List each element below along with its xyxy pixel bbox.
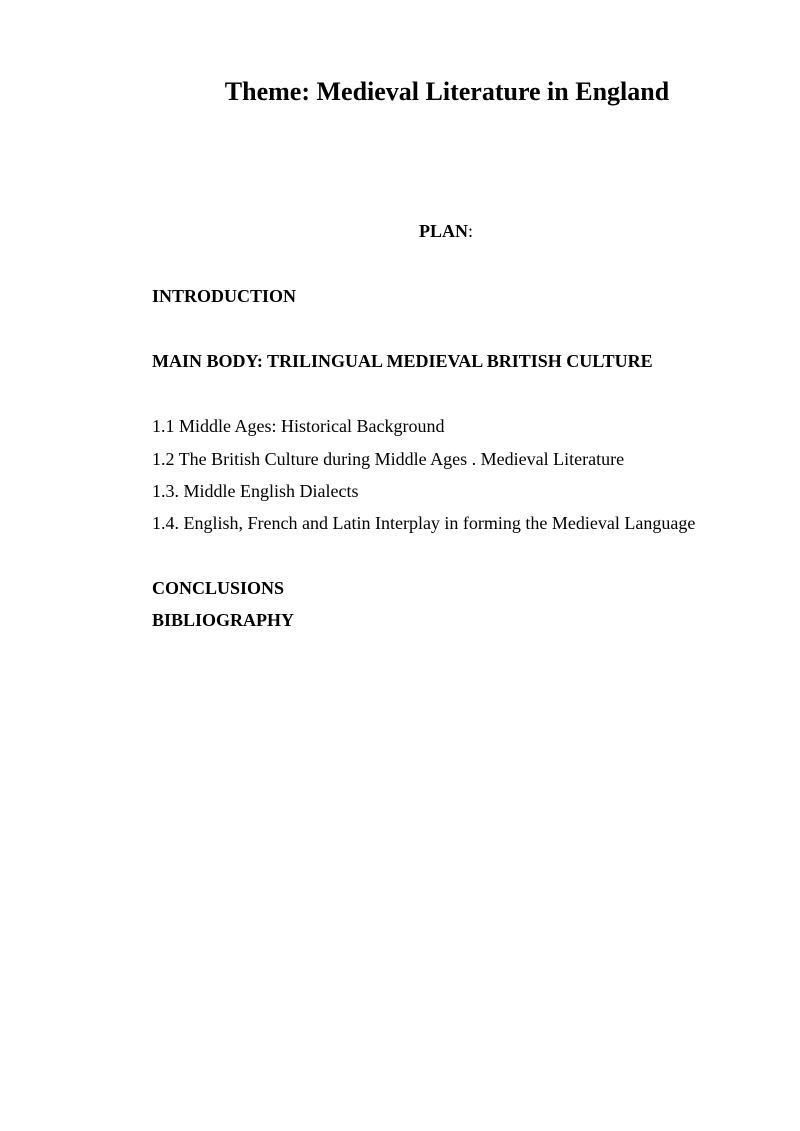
conclusions-heading: CONCLUSIONS [152,578,285,598]
plan-colon: : [467,221,473,241]
document-title: Theme: Medieval Literature in England [224,77,670,106]
plan-item-1-3: 1.3. Middle English Dialects [152,481,359,501]
plan-item-1-2: 1.2 The British Culture during Middle Ages . Medieval Literature [152,449,625,469]
plan-label: PLAN [418,221,468,241]
plan-item-1-1: 1.1 Middle Ages: Historical Background [152,416,445,436]
plan-item-1-4: 1.4. English, French and Latin Interplay in forming the Medieval Language [152,513,696,533]
main-body-heading: MAIN BODY: TRILINGUAL MEDIEVAL BRITISH CULTURE [152,351,653,371]
introduction-heading: INTRODUCTION [152,286,297,306]
plan-heading [0,218,800,244]
bibliography-heading: BIBLIOGRAPHY [152,610,295,630]
